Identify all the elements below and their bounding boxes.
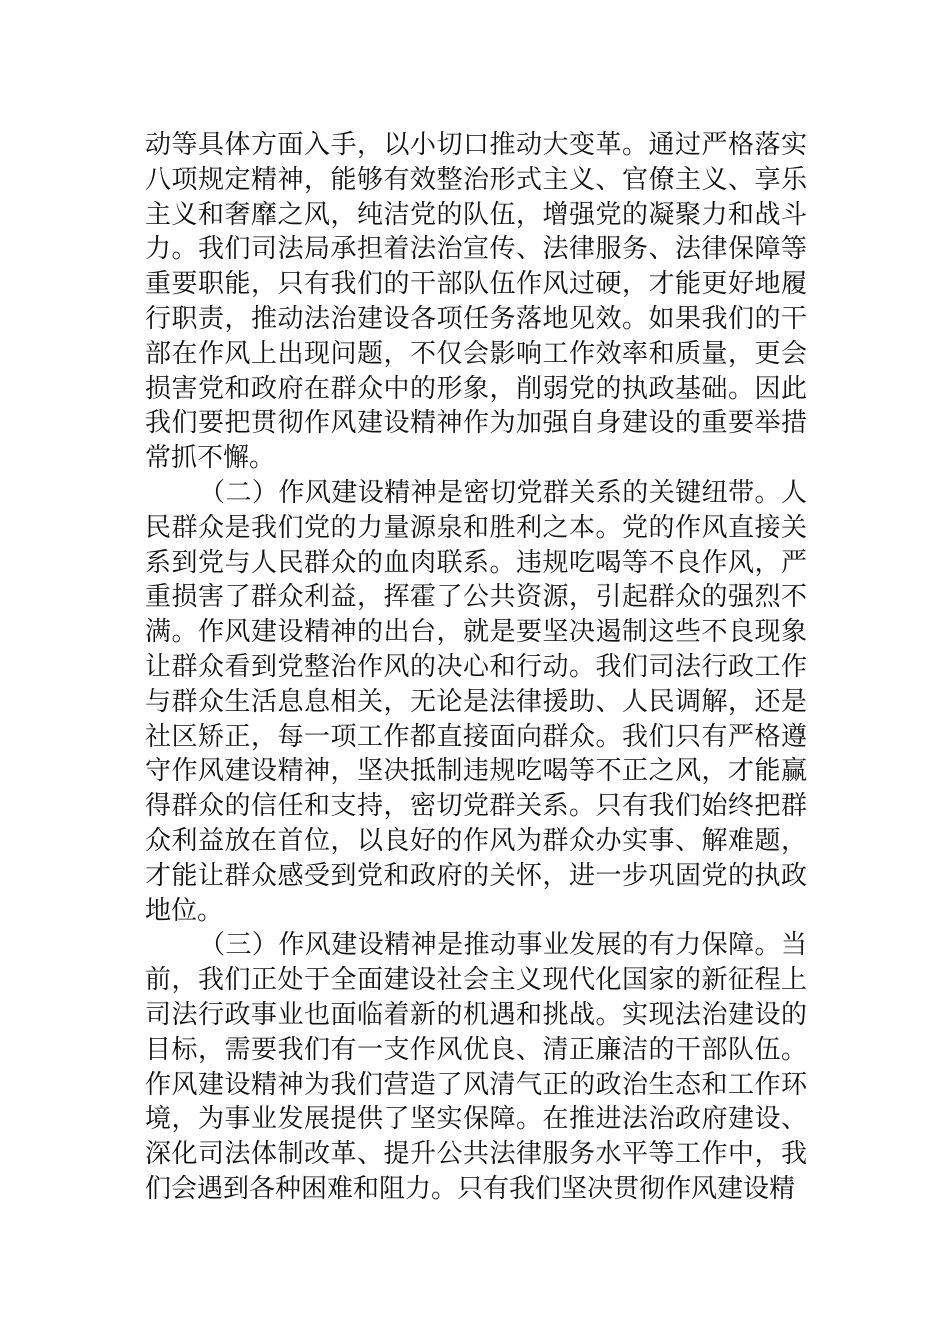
paragraph-continuation: 动等具体方面入手，以小切口推动大变革。通过严格落实八项规定精神，能够有效整治形式主义、官僚主义、享乐主义和奢靡之风，纯洁党的队伍，增强党的凝聚力和战斗力。我们司法局承担着法治宣传、法律服务、法律保障等重要职能，只有我们的干部队伍作风过硬，才能更好地履行职责，推动法治建设各项任务落地见效。如果我们的干部在作风上出现问题，不仅会影响工作效率和质量，更会损害党和政府在群众中的形象，削弱党的执政基础。因此我们要把贯彻作风建设精神作为加强自身建设的重要举措常抓不懈。 <box>145 130 807 474</box>
document-body <box>145 128 807 1207</box>
paragraph-section-2: （二）作风建设精神是密切党群关系的关键纽带。人民群众是我们党的力量源泉和胜利之本。党的作风直接关系到党与人民群众的血肉联系。违规吃喝等不良作风，严重损害了群众利益，挥霍了公共资源，引起群众的强烈不满。作风建设精神的出台，就是要坚决遏制这些不良现象让群众看到党整治作风的决心和行动。我们司法行政工作与群众生活息息相关，无论是法律援助、人民调解，还是社区矫正，每一项工作都直接面向群众。我们只有严格遵守作风建设精神，坚决抵制违规吃喝等不正之风，才能赢得群众的信任和支持，密切党群关系。只有我们始终把群众利益放在首位，以良好的作风为群众办实事、解难题，才能让群众感受到党和政府的关怀，进一步巩固党的执政地位。 <box>145 477 807 926</box>
paragraph-section-3: （三）作风建设精神是推动事业发展的有力保障。当前，我们正处于全面建设社会主义现代化国家的新征程上司法行政事业也面临着新的机遇和挑战。实现法治建设的目标，需要我们有一支作风优良、清正廉洁的干部队伍。作风建设精神为我们营造了风清气正的政治生态和工作环境，为事业发展提供了坚实保障。在推进法治政府建设、深化司法体制改革、提升公共法律服务水平等工作中，我们会遇到各种困难和阻力。只有我们坚决贯彻作风建设精 <box>145 930 807 1204</box>
